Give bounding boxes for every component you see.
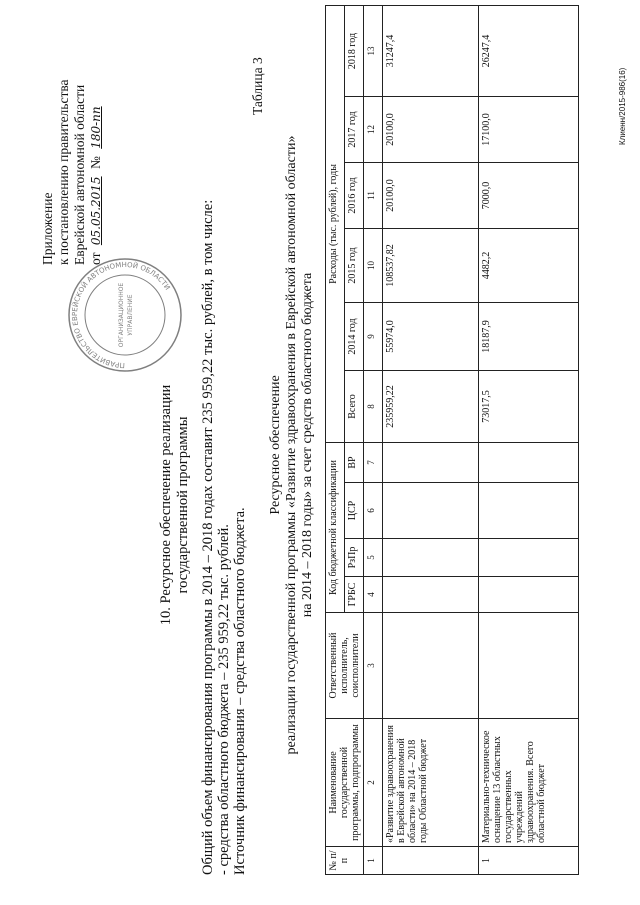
row-2016: 7000,0 (479, 162, 579, 228)
resource-title (268, 85, 316, 805)
col-number: 13 (364, 5, 383, 96)
table-row (383, 5, 479, 874)
table-number: Таблица 3 (250, 57, 265, 115)
row-vr (383, 442, 479, 482)
column-number-row (364, 5, 383, 874)
row-2014: 55974,0 (383, 302, 479, 370)
col-number: 8 (364, 370, 383, 442)
from-label: от (88, 252, 103, 265)
funding-paragraph (200, 25, 248, 875)
col-number: 10 (364, 228, 383, 302)
svg-text:УПРАВЛЕНИЕ: УПРАВЛЕНИЕ (127, 294, 134, 336)
row-total: 73017,5 (479, 370, 579, 442)
col-number: 7 (364, 442, 383, 482)
row-total: 235959,22 (383, 370, 479, 442)
header-total: Всего (345, 370, 364, 442)
section-title (158, 255, 192, 755)
header-2016: 2016 год (345, 162, 364, 228)
funding-line-2: - средства областного бюджета – 235 959,22 тыс. рублей. (216, 524, 232, 875)
appendix-date-line (88, 15, 104, 265)
row-csr (479, 483, 579, 539)
handwritten-number: 180-пп (89, 106, 103, 149)
row-name: «Развитие здравоохранения в Еврейской автономной области» на 2014 – 2018 годы Областной бюджет (383, 719, 479, 847)
header-executor: Ответственный исполнитель, соисполнители (326, 613, 364, 719)
header-2018: 2018 год (345, 5, 364, 96)
row-csr (383, 483, 479, 539)
row-grbs (479, 577, 579, 613)
funding-line-3: Источник финансирования – средства областного бюджета. (232, 507, 248, 875)
row-executor (383, 613, 479, 719)
row-2017: 17100,0 (479, 96, 579, 162)
appendix-line-1: Приложение (40, 192, 55, 265)
row-name: Материально-техническое оснащение 13 областных государственных учреждений здравоохранения. Всего областной бюджет (479, 719, 579, 847)
row-2017: 20100,0 (383, 96, 479, 162)
section-title-line-1: 10. Ресурсное обеспечение реализации (158, 384, 174, 626)
resource-title-line-2: реализации государственной программы «Развитие здравоохранения в Еврейской автономной области» (284, 135, 299, 755)
header-csr: ЦСР (345, 483, 364, 539)
row-rzpr (479, 539, 579, 577)
row-grbs (383, 577, 479, 613)
row-vr (479, 442, 579, 482)
col-number: 11 (364, 162, 383, 228)
col-number: 1 (364, 847, 383, 875)
row-2016: 20100,0 (383, 162, 479, 228)
resource-title-line-3: на 2014 – 2018 годы» за счет средств областного бюджета (300, 272, 315, 618)
header-rzpr: РзПр (345, 539, 364, 577)
number-label: № (88, 156, 103, 170)
row-2018: 26247,4 (479, 5, 579, 96)
col-number: 2 (364, 719, 383, 847)
header-vr: ВР (345, 442, 364, 482)
row-2018: 31247,4 (383, 5, 479, 96)
svg-text:ОРГАНИЗАЦИОННОЕ: ОРГАНИЗАЦИОННОЕ (118, 282, 125, 348)
row-2014: 18187,9 (479, 302, 579, 370)
footer-code: Клиенн/2015-986(16) (618, 67, 627, 145)
funding-line-1: Общий объем финансирования программы в 2014 – 2018 годах составит 235 959,22 тыс. рублей, в том числе: (200, 199, 216, 875)
header-grbs: ГРБС (345, 577, 364, 613)
header-name: Наименование государственной программы, подпрограммы (326, 719, 364, 847)
col-number: 9 (364, 302, 383, 370)
row-2015: 4482,2 (479, 228, 579, 302)
table-row (479, 5, 579, 874)
col-number: 5 (364, 539, 383, 577)
col-number: 6 (364, 483, 383, 539)
col-number: 3 (364, 613, 383, 719)
appendix-line-3: Еврейской автономной области (72, 84, 87, 265)
appendix-line-2: к постановлению правительства (56, 79, 71, 265)
col-number: 12 (364, 96, 383, 162)
header-2015: 2015 год (345, 228, 364, 302)
header-expenses: Расходы (тыс. рублей), годы (326, 5, 345, 442)
row-num: 1 (479, 847, 579, 875)
section-title-line-2: государственной программы (175, 416, 191, 594)
header-2017: 2017 год (345, 96, 364, 162)
appendix-block (40, 15, 104, 265)
row-rzpr (383, 539, 479, 577)
row-2015: 108537,82 (383, 228, 479, 302)
resource-title-line-1: Ресурсное обеспечение (268, 375, 283, 515)
handwritten-date: 05.05.2015 (89, 176, 103, 246)
header-kbk: Код бюджетной классификации (326, 442, 345, 612)
table-header-row (326, 5, 345, 874)
header-num: № п/п (326, 847, 364, 875)
row-num (383, 847, 479, 875)
svg-text:ПРАВИТЕЛЬСТВО ЕВРЕЙСКОЙ АВТОНО: ПРАВИТЕЛЬСТВО ЕВРЕЙСКОЙ АВТОНОМНОЙ ОБЛАСТИ (70, 260, 172, 370)
row-executor (479, 613, 579, 719)
header-2014: 2014 год (345, 302, 364, 370)
col-number: 4 (364, 577, 383, 613)
budget-table (325, 5, 579, 875)
